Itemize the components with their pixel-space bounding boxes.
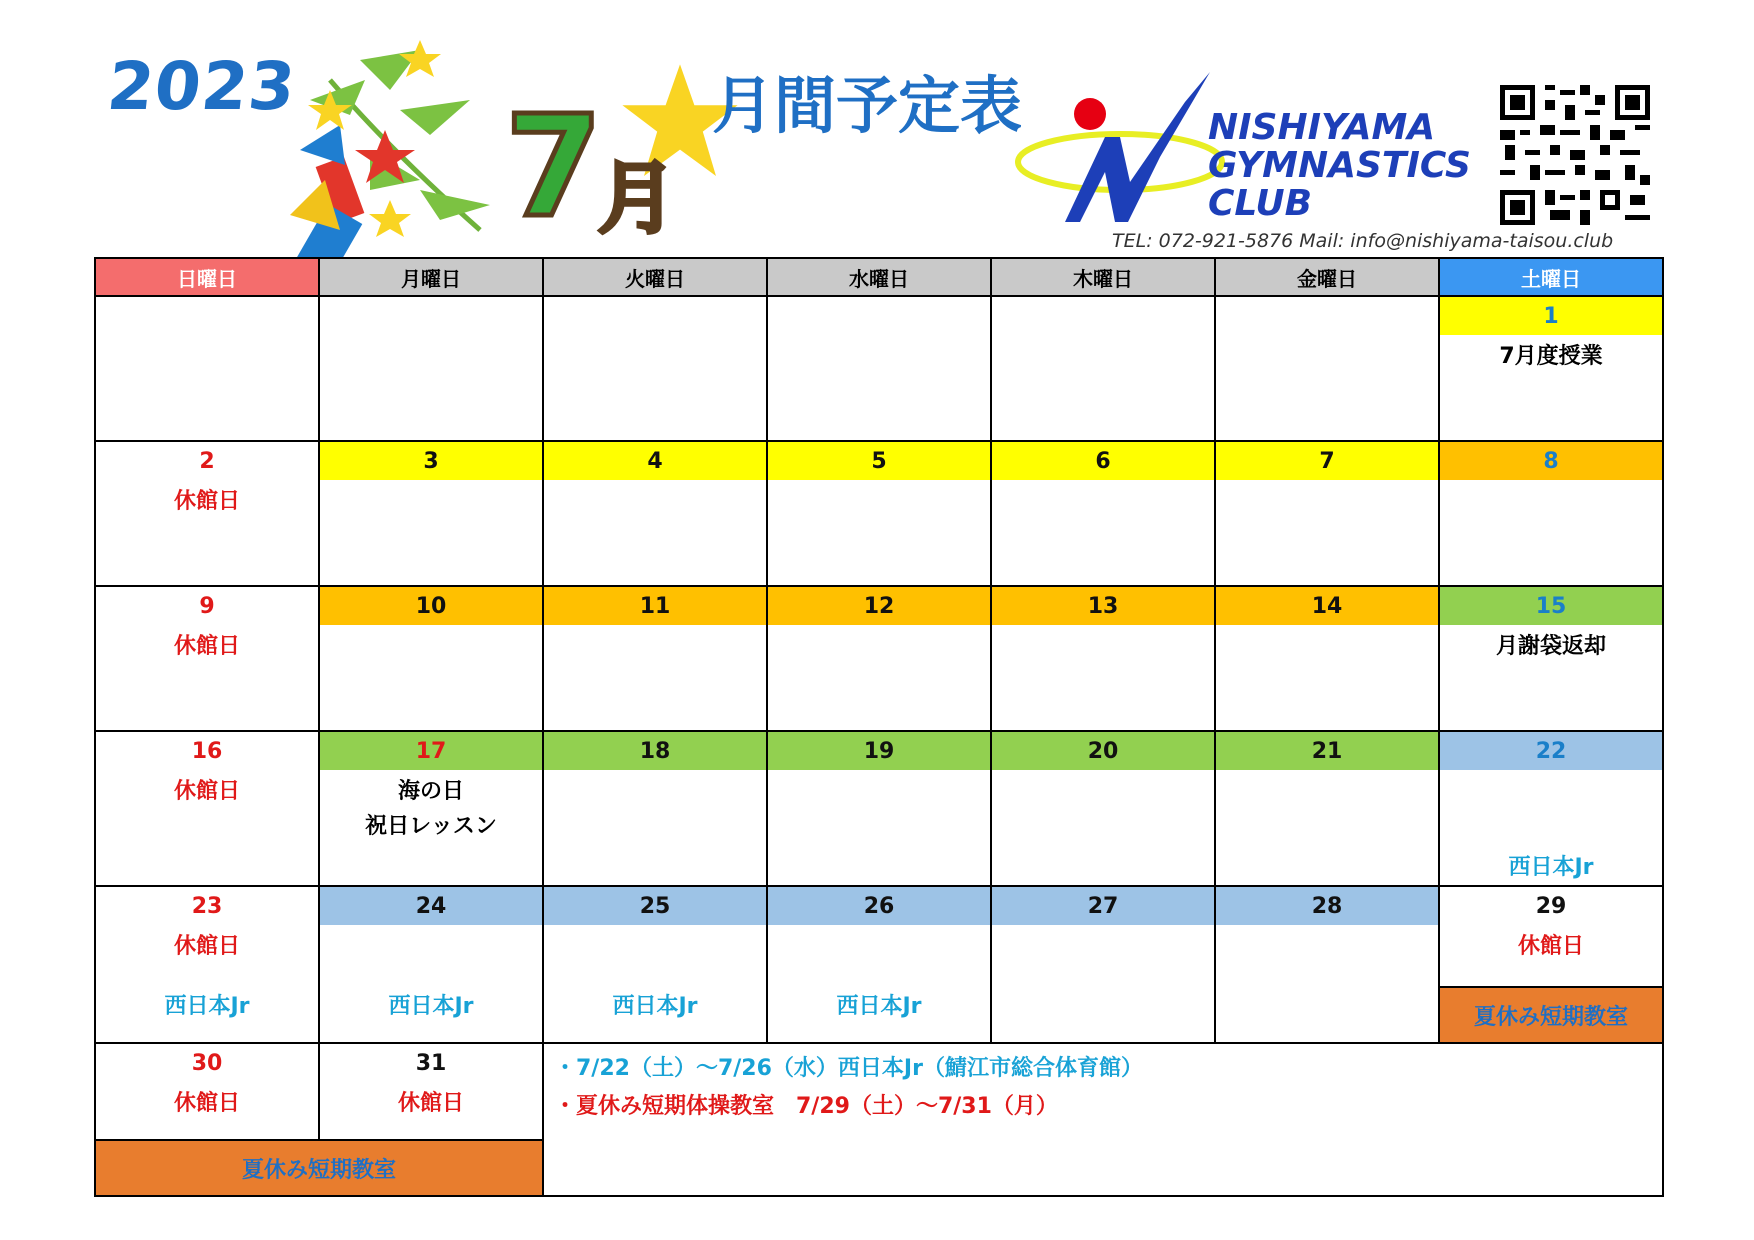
day-number: 17 xyxy=(320,732,542,770)
day-number: 22 xyxy=(1440,732,1662,770)
day-number: 2 xyxy=(199,448,215,474)
weekday-header-sun: 日曜日 xyxy=(95,258,319,296)
calendar-week-row xyxy=(95,886,1663,1043)
tanabata-bamboo-illustration xyxy=(270,40,510,270)
day-number: 20 xyxy=(992,732,1214,770)
day-number: 15 xyxy=(1440,587,1662,625)
calendar-week-row xyxy=(95,1043,1663,1140)
day-number: 12 xyxy=(768,587,990,625)
weekday-header-thu: 木曜日 xyxy=(991,258,1215,296)
day-cell-6[interactable] xyxy=(991,441,1215,586)
empty-day-cell xyxy=(543,296,767,441)
event-label: 月謝袋返却 xyxy=(1495,634,1606,659)
day-number: 21 xyxy=(1216,732,1438,770)
day-cell-16[interactable] xyxy=(95,731,319,886)
event-label: 海の日 xyxy=(397,779,464,804)
empty-day-cell xyxy=(991,296,1215,441)
day-number: 8 xyxy=(1440,442,1662,480)
month-kanji: 月 xyxy=(598,154,677,244)
closed-day-label: 休館日 xyxy=(173,779,240,804)
month-number: 7 xyxy=(505,86,603,249)
weekday-header-row xyxy=(95,258,1663,296)
day-number: 4 xyxy=(544,442,766,480)
day-cell-9[interactable] xyxy=(95,586,319,731)
weekday-header-fri: 金曜日 xyxy=(1215,258,1439,296)
day-cell-19[interactable] xyxy=(767,731,991,886)
day-cell-29[interactable] xyxy=(1439,886,1663,1043)
day-number: 3 xyxy=(320,442,542,480)
closed-day-label: 休館日 xyxy=(173,934,240,959)
day-number: 18 xyxy=(544,732,766,770)
day-cell-14[interactable] xyxy=(1215,586,1439,731)
day-number: 26 xyxy=(768,887,990,925)
competition-label: 西日本Jr xyxy=(836,994,922,1019)
competition-label: 西日本Jr xyxy=(388,994,474,1019)
day-cell-12[interactable] xyxy=(767,586,991,731)
closed-day-label: 休館日 xyxy=(1517,934,1584,959)
calendar-week-row xyxy=(95,731,1663,886)
weekday-header-wed: 水曜日 xyxy=(767,258,991,296)
empty-day-cell xyxy=(1215,296,1439,441)
club-name-line3: CLUB xyxy=(1208,183,1313,224)
day-number: 23 xyxy=(191,893,223,919)
day-number: 28 xyxy=(1216,887,1438,925)
club-name-line1: NISHIYAMA xyxy=(1208,107,1436,148)
day-number: 31 xyxy=(415,1050,447,1076)
closed-day-label: 休館日 xyxy=(173,634,240,659)
day-number: 27 xyxy=(992,887,1214,925)
competition-label: 西日本Jr xyxy=(1508,855,1594,880)
day-cell-10[interactable] xyxy=(319,586,543,731)
empty-day-cell xyxy=(319,296,543,441)
day-number: 10 xyxy=(320,587,542,625)
day-number: 5 xyxy=(768,442,990,480)
monthly-calendar xyxy=(94,257,1664,1197)
contact-info: TEL: 072-921-5876 Mail: info@nishiyama-taisou.club xyxy=(1112,230,1614,252)
day-cell-31[interactable] xyxy=(319,1043,543,1140)
weekday-header-tue: 火曜日 xyxy=(543,258,767,296)
day-number: 1 xyxy=(1440,297,1662,335)
day-cell-22[interactable] xyxy=(1439,731,1663,886)
event-label: 祝日レッスン xyxy=(365,814,497,839)
calendar-week-row xyxy=(95,586,1663,731)
closed-day-label: 休館日 xyxy=(173,489,240,514)
day-cell-20[interactable] xyxy=(991,731,1215,886)
day-cell-27[interactable] xyxy=(991,886,1215,1043)
calendar-week-row xyxy=(95,296,1663,441)
summer-class-banner: 夏休み短期教室 xyxy=(1440,986,1662,1042)
day-cell-24[interactable] xyxy=(319,886,543,1043)
day-number: 9 xyxy=(199,593,215,619)
event-label: 7月度授業 xyxy=(1499,344,1603,369)
day-cell-13[interactable] xyxy=(991,586,1215,731)
day-cell-4[interactable] xyxy=(543,441,767,586)
closed-day-label: 休館日 xyxy=(173,1091,240,1116)
day-number: 11 xyxy=(544,587,766,625)
day-number: 6 xyxy=(992,442,1214,480)
calendar-week-row xyxy=(95,441,1663,586)
day-cell-7[interactable] xyxy=(1215,441,1439,586)
closed-day-label: 休館日 xyxy=(397,1091,464,1116)
note-line-2: ・夏休み短期体操教室 7/29（土）～7/31（月） xyxy=(554,1094,1058,1119)
empty-day-cell xyxy=(767,296,991,441)
day-cell-18[interactable] xyxy=(543,731,767,886)
day-number: 25 xyxy=(544,887,766,925)
day-cell-5[interactable] xyxy=(767,441,991,586)
weekday-header-sat: 土曜日 xyxy=(1439,258,1663,296)
note-line-1: ・7/22（土）～7/26（水）西日本Jr（鯖江市総合体育館） xyxy=(554,1056,1143,1081)
day-cell-26[interactable] xyxy=(767,886,991,1043)
day-cell-25[interactable] xyxy=(543,886,767,1043)
day-cell-28[interactable] xyxy=(1215,886,1439,1043)
day-cell-2[interactable] xyxy=(95,441,319,586)
day-number: 19 xyxy=(768,732,990,770)
day-cell-17[interactable] xyxy=(319,731,543,886)
club-name-line2: GYMNASTICS xyxy=(1208,145,1471,186)
summer-class-banner: 夏休み短期教室 xyxy=(95,1140,543,1196)
day-cell-8[interactable] xyxy=(1439,441,1663,586)
day-number: 7 xyxy=(1216,442,1438,480)
day-number: 16 xyxy=(191,738,223,764)
day-number: 24 xyxy=(320,887,542,925)
day-cell-11[interactable] xyxy=(543,586,767,731)
weekday-header-mon: 月曜日 xyxy=(319,258,543,296)
day-cell-21[interactable] xyxy=(1215,731,1439,886)
day-cell-30[interactable] xyxy=(95,1043,319,1140)
page-title: 月間予定表 xyxy=(712,69,1023,142)
day-cell-15[interactable] xyxy=(1439,586,1663,731)
qr-code[interactable] xyxy=(1500,85,1650,225)
day-cell-3[interactable] xyxy=(319,441,543,586)
day-cell-1[interactable] xyxy=(1439,296,1663,441)
day-number: 29 xyxy=(1535,893,1567,919)
day-number: 13 xyxy=(992,587,1214,625)
competition-label: 西日本Jr xyxy=(164,994,250,1019)
day-number: 30 xyxy=(191,1050,223,1076)
notes-cell xyxy=(543,1043,1663,1196)
year-label: 2023 xyxy=(103,48,300,125)
day-number: 14 xyxy=(1216,587,1438,625)
empty-day-cell xyxy=(95,296,319,441)
day-cell-23[interactable] xyxy=(95,886,319,1043)
competition-label: 西日本Jr xyxy=(612,994,698,1019)
